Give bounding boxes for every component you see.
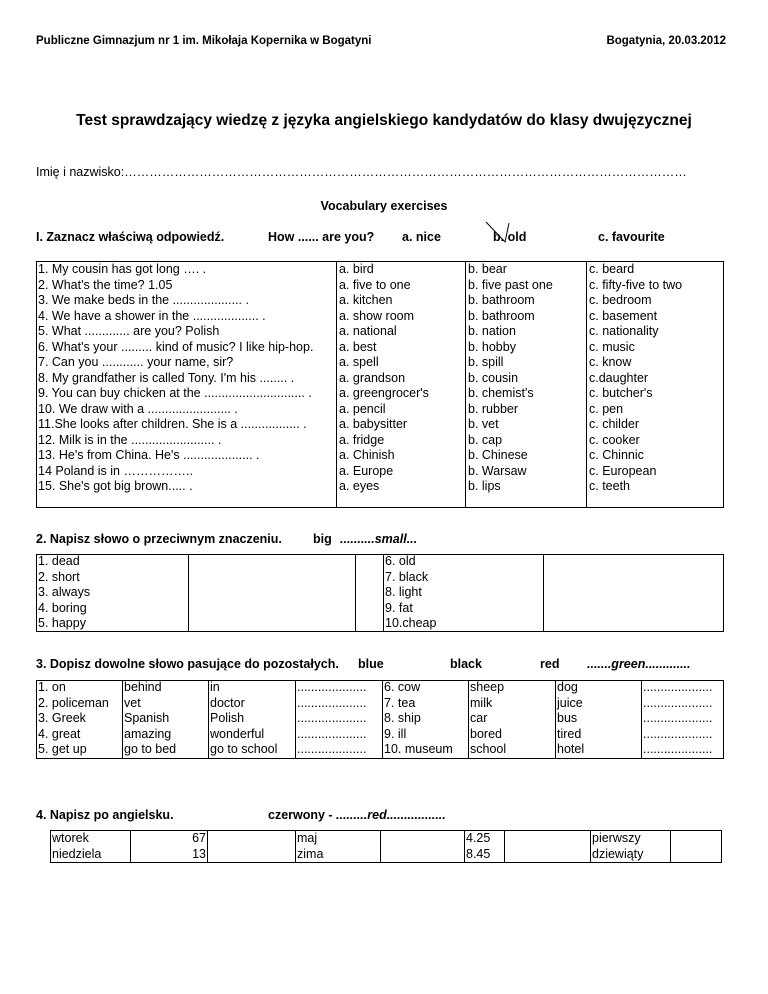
ex3-answer-blank[interactable]: .................... <box>297 695 367 710</box>
ex1-option-b-14: b. Warsaw <box>468 463 527 478</box>
ex1-example-b: b. old <box>493 230 527 244</box>
ex1-question-13: 13. He's from China. He's .................... . <box>38 448 260 462</box>
ex1-question-6: 6. What's your ......... kind of music? I like hip-hop. <box>38 339 314 354</box>
ex1-question-14: 14 Poland is in …………….. <box>38 463 193 478</box>
ex1-option-b-1: b. bear <box>468 262 507 276</box>
ex3-word: sheep <box>470 680 505 694</box>
ex3-answer-blank[interactable]: .................... <box>297 680 367 694</box>
ex2-example-word: big <box>313 532 332 546</box>
ex1-option-b-13: b. Chinese <box>468 448 528 462</box>
ex1-question-3: 3. We make beds in the .................... . <box>38 293 249 307</box>
school-name: Publiczne Gimnazjum nr 1 im. Mikołaja Kopernika w Bogatyni <box>36 35 372 47</box>
ex2-word-4: 9. fat <box>385 600 413 615</box>
ex1-question-2: 2. What's the time? 1.05 <box>38 277 173 292</box>
ex3-word: 2. policeman <box>38 695 109 710</box>
ex1-question-12: 12. Milk is in the ........................ . <box>38 432 222 447</box>
ex1-option-a-7: a. spell <box>339 355 379 369</box>
ex4-instruction: 4. Napisz po angielsku. <box>36 808 174 822</box>
ex3-answer-blank[interactable]: .................... <box>297 742 367 756</box>
ex2-word-4: 4. boring <box>38 600 87 615</box>
ex2-word-3: 8. light <box>385 585 422 599</box>
ex3-answer-blank[interactable]: .................... <box>643 711 713 725</box>
ex3-word: 7. tea <box>384 695 416 710</box>
ex1-option-a-13: a. Chinish <box>339 448 395 462</box>
ex1-option-a-4: a. show room <box>339 308 415 323</box>
ex3-word: 5. get up <box>38 742 87 756</box>
ex3-example-answer: .......green............. <box>587 657 691 671</box>
ex3-word: 10. museum <box>384 742 453 756</box>
ex4-word: 13 <box>192 846 206 861</box>
ex2-word-5: 5. happy <box>38 616 86 630</box>
ex3-example-2: black <box>450 657 482 671</box>
ex1-option-b-15: b. lips <box>468 479 501 493</box>
ex1-question-15: 15. She's got big brown..... . <box>38 479 193 493</box>
place-date: Bogatynia, 20.03.2012 <box>606 35 726 47</box>
ex1-option-a-15: a. eyes <box>339 479 380 493</box>
ex3-word: dog <box>557 680 578 694</box>
ex3-word: school <box>470 742 507 756</box>
ex4-example-answer: .........red................. <box>336 808 446 822</box>
ex1-question-4: 4. We have a shower in the ................... . <box>38 308 266 323</box>
ex1-option-b-6: b. hobby <box>468 339 516 354</box>
ex3-word: car <box>470 711 488 725</box>
ex4-word: niedziela <box>52 846 102 861</box>
ex3-answer-blank[interactable]: .................... <box>297 726 367 741</box>
ex1-option-a-11: a. babysitter <box>339 417 408 431</box>
ex1-option-b-5: b. nation <box>468 324 516 338</box>
ex1-option-a-5: a. national <box>339 324 397 338</box>
ex4-word: maj <box>297 831 318 845</box>
ex1-option-c-15: c. teeth <box>589 479 630 493</box>
ex1-option-b-7: b. spill <box>468 355 504 369</box>
ex1-question-7: 7. Can you ............ your name, sir? <box>38 355 234 369</box>
ex3-word: juice <box>557 695 583 710</box>
ex1-option-b-11: b. vet <box>468 417 499 431</box>
ex1-option-c-12: c. cooker <box>589 432 640 447</box>
ex3-answer-blank[interactable]: .................... <box>643 742 713 756</box>
ex4-word: 4.25 <box>466 831 491 845</box>
ex1-option-c-3: c. bedroom <box>589 293 652 307</box>
ex4-word: zima <box>297 846 324 861</box>
ex3-word: bored <box>470 726 502 741</box>
ex3-word: 9. ill <box>384 726 407 741</box>
ex1-option-c-2: c. fifty-five to two <box>589 277 683 292</box>
ex3-answer-blank[interactable]: .................... <box>643 680 713 694</box>
ex1-option-a-9: a. greengrocer's <box>339 386 429 400</box>
ex1-option-a-8: a. grandson <box>339 370 406 385</box>
ex1-option-a-2: a. five to one <box>339 277 411 292</box>
ex1-example-question: How ...... are you? <box>268 230 375 244</box>
ex1-option-a-10: a. pencil <box>339 401 386 416</box>
ex3-answer-blank[interactable]: .................... <box>643 726 713 741</box>
ex1-example-c: c. favourite <box>598 230 665 244</box>
ex1-option-c-11: c. childer <box>589 417 640 431</box>
ex1-options-c <box>589 262 682 495</box>
ex3-word: bus <box>557 711 578 725</box>
ex2-right-words <box>385 554 436 632</box>
ex3-word: in <box>210 680 220 694</box>
ex3-word: 8. ship <box>384 711 421 725</box>
ex3-word: Spanish <box>124 711 170 725</box>
ex4-word: wtorek <box>52 831 89 845</box>
ex1-option-a-1: a. bird <box>339 262 374 276</box>
ex2-left-words <box>38 554 90 632</box>
ex3-word: go to bed <box>124 742 177 756</box>
ex4-word: 67 <box>192 831 206 845</box>
ex3-word: 1. on <box>38 680 66 694</box>
ex2-word-3: 3. always <box>38 585 91 599</box>
ex3-instruction: 3. Dopisz dowolne słowo pasujące do pozostałych. <box>36 657 339 671</box>
ex3-word: Polish <box>210 711 245 725</box>
name-field-line[interactable]: Imię i nazwisko:……………………………………………………………………………………………………………………… <box>36 165 687 179</box>
ex1-option-b-12: b. cap <box>468 432 503 447</box>
ex1-option-b-2: b. five past one <box>468 277 553 292</box>
ex3-word: 4. great <box>38 726 81 741</box>
ex1-question-1: 1. My cousin has got long …. . <box>38 262 207 276</box>
ex3-word: 3. Greek <box>38 711 86 725</box>
ex3-word: go to school <box>210 742 278 756</box>
ex3-example-3: red <box>540 657 560 671</box>
ex4-word: 8.45 <box>466 846 491 861</box>
ex4-word: dziewiąty <box>592 846 644 861</box>
ex1-option-c-10: c. pen <box>589 401 624 416</box>
ex1-option-b-10: b. rubber <box>468 401 519 416</box>
ex4-word: pierwszy <box>592 831 641 845</box>
ex1-option-c-5: c. nationality <box>589 324 659 338</box>
ex1-option-c-7: c. know <box>589 355 632 369</box>
ex1-question-11: 11.She looks after children. She is a ................. . <box>38 417 307 431</box>
ex2-word-1: 1. dead <box>38 554 80 568</box>
ex1-option-a-3: a. kitchen <box>339 293 393 307</box>
ex1-questions <box>38 262 313 495</box>
ex1-option-a-14: a. Europe <box>339 463 394 478</box>
ex2-example-answer: ..........small... <box>340 532 418 546</box>
ex2-word-1: 6. old <box>385 554 416 568</box>
ex1-question-10: 10. We draw with a ........................ . <box>38 401 238 416</box>
ex1-option-b-9: b. chemist's <box>468 386 534 400</box>
ex1-question-8: 8. My grandfather is called Tony. I'm his ........ . <box>38 370 295 385</box>
ex3-word: milk <box>470 695 493 710</box>
ex2-word-5: 10.cheap <box>385 616 437 630</box>
ex1-option-c-8: c.daughter <box>589 370 649 385</box>
vocab-heading: Vocabulary exercises <box>320 199 448 213</box>
ex2-word-2: 2. short <box>38 569 80 584</box>
ex2-word-2: 7. black <box>385 569 429 584</box>
ex1-option-c-4: c. basement <box>589 308 658 323</box>
ex1-options-a <box>339 262 429 495</box>
ex1-options-b <box>468 262 553 495</box>
ex4-example-word: czerwony - <box>268 808 333 822</box>
ex3-word: vet <box>124 695 141 710</box>
ex1-option-b-8: b. cousin <box>468 370 519 385</box>
ex3-word: tired <box>557 726 582 741</box>
ex1-question-9: 9. You can buy chicken at the ............................. . <box>38 386 312 400</box>
ex1-question-5: 5. What ............. are you? Polish <box>38 324 220 338</box>
ex3-answer-blank[interactable]: .................... <box>297 711 367 725</box>
ex1-option-a-12: a. fridge <box>339 432 385 447</box>
ex3-word: 6. cow <box>384 680 421 694</box>
ex2-instruction: 2. Napisz słowo o przeciwnym znaczeniu. <box>36 532 282 546</box>
ex1-option-b-4: b. bathroom <box>468 308 535 323</box>
ex1-option-c-13: c. Chinnic <box>589 448 644 462</box>
ex1-example-a: a. nice <box>402 230 441 244</box>
ex1-instruction: I. Zaznacz właściwą odpowiedź. <box>36 230 225 244</box>
ex3-example-1: blue <box>358 657 384 671</box>
ex3-word: doctor <box>210 695 245 710</box>
ex1-option-c-6: c. music <box>589 339 635 354</box>
ex1-option-b-3: b. bathroom <box>468 293 535 307</box>
ex3-answer-blank[interactable]: .................... <box>643 695 713 710</box>
ex3-word: hotel <box>557 742 585 756</box>
ex3-word: behind <box>124 680 162 694</box>
ex1-option-c-14: c. European <box>589 463 657 478</box>
ex1-option-c-1: c. beard <box>589 262 635 276</box>
page-title: Test sprawdzający wiedzę z języka angielskiego kandydatów do klasy dwujęzycznej <box>76 112 692 129</box>
ex3-word: amazing <box>124 726 172 741</box>
ex2-table <box>36 554 724 632</box>
ex3-word: wonderful <box>210 726 265 741</box>
ex1-option-a-6: a. best <box>339 339 377 354</box>
circled-answer-mark <box>478 218 518 248</box>
ex1-option-c-9: c. butcher's <box>589 386 653 400</box>
